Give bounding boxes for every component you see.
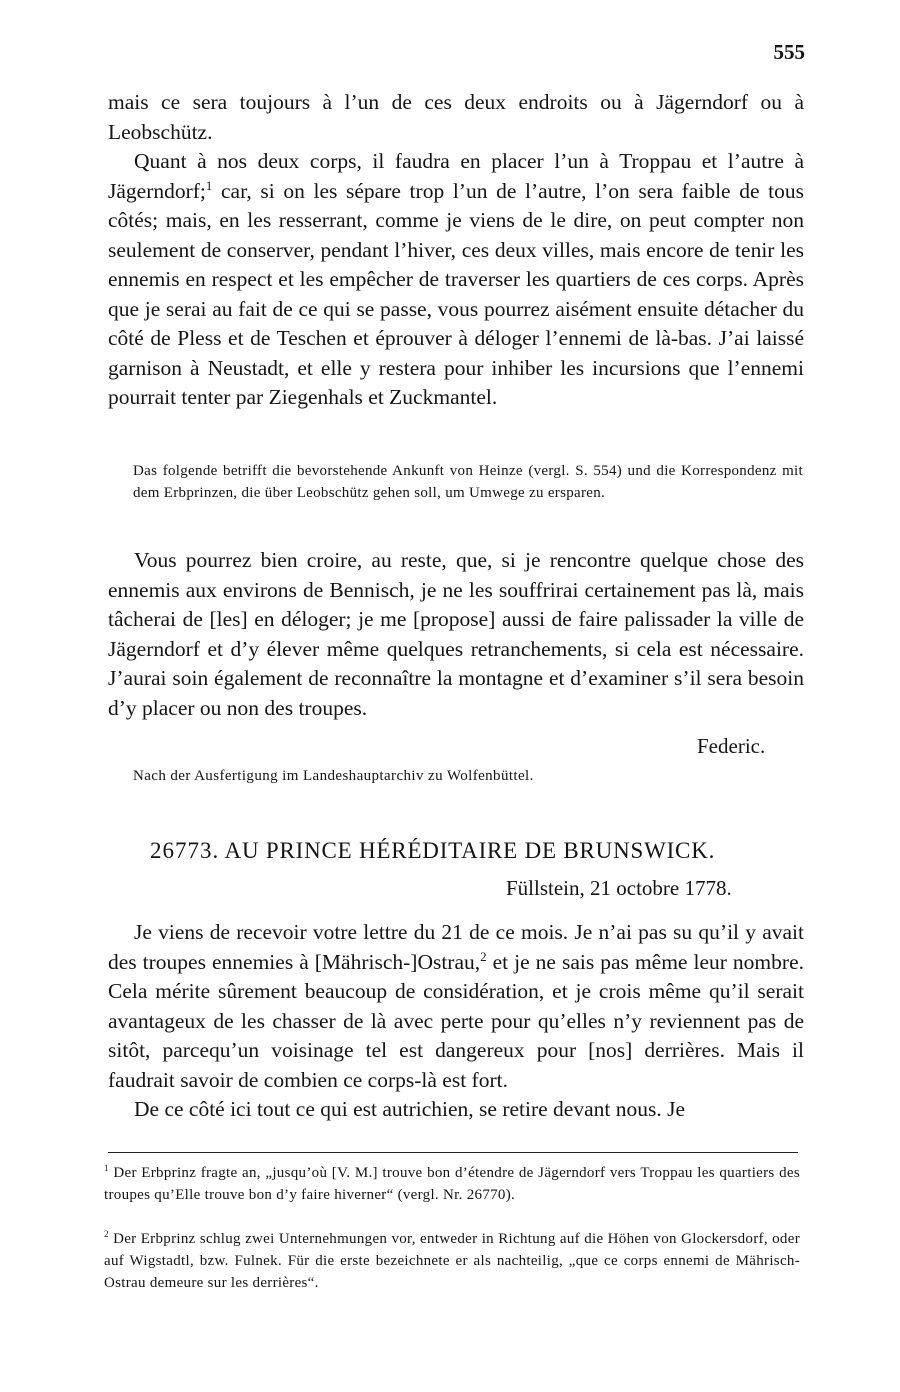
footnote-ref-2: 2 [480, 949, 487, 964]
letter-heading [150, 838, 715, 864]
footnote-1-text: Der Erbprinz fragte an, „jusqu’où [V. M.] trouve bon d’étendre de Jägerndorf vers Troppau les quartiers des troupes qu’Elle trouve bon d’y faire hiverner“ (vergl. Nr. 26770). [104, 1165, 800, 1203]
paragraph-bennisch: Vous pourrez bien croire, au reste, que, si je rencontre quelque chose des ennemis aux environs de Bennisch, je ne les souffrirai certainement pas là, mais tâcherai de [les] en déloger; je me [propose] aussi de faire palissader la ville de Jägerndorf et d’y élever même quelques retranchements, si cela est nécessaire. J’aurai soin également de reconnaître la montagne et d’examiner s’il sera besoin d’y placer ou non des troupes. [108, 548, 804, 720]
footnote-1-marker: 1 [104, 1163, 109, 1173]
paragraph-corps [108, 147, 804, 413]
paragraph-corps-text-a: Quant à nos deux corps, il faudra en placer l’un à Troppau et l’autre à Jägerndorf; [108, 149, 804, 203]
page-number: 555 [773, 40, 805, 64]
paragraph-ostrau-text-b: et je ne sais pas même leur nombre. Cela mérite sûrement beaucoup de considération, et je crois même qu’il serait avantageux de les chasser de là avec perte pour qu’elles n’y reviennent pas de sitôt, parcequ’un voisinage tel est dangereux pour [nos] derrières. Mais il faudrait savoir de combien ce corps-là est fort. [108, 949, 804, 1092]
paragraph-ostrau-text-a: Je viens de recevoir votre lettre du 21 de ce mois. Je n’ai pas su qu’il y avait des troupes ennemies à [Mährisch-]Ostrau, [108, 920, 804, 974]
letter-title: AU PRINCE HÉRÉDITAIRE DE BRUNSWICK. [224, 838, 716, 863]
source-note: Nach der Ausfertigung im Landeshauptarchiv zu Wolfenbüttel. [133, 768, 534, 784]
footnote-2 [104, 1228, 800, 1294]
paragraph-corps-text-b: car, si on les sépare trop l’un de l’autre, l’on sera faible de tous côtés; mais, en les resserrant, comme je viens de le dire, on peut compter non seulement de conserver, pendant l’hiver, ces deux villes, mais encore de tenir les ennemis en respect et les empêcher de traverser les quartiers de ces corps. Après que je serai au fait de ce qui se passe, vous pourrez aisément ensuite détacher du côté de Pless et de Teschen et éprouver à déloger l’ennemi de là-bas. J’ai laissé garnison à Neustadt, et elle y restera pour inhiber les incursions que l’ennemi pourrait tenter par Ziegenhals et Zuckmantel. [108, 178, 804, 409]
letter-number: 26773. [150, 838, 220, 863]
letter-dateline: Füllstein, 21 octobre 1778. [506, 876, 732, 900]
paragraph-ostrau [108, 918, 804, 1095]
footnote-2-marker: 2 [104, 1229, 109, 1239]
signature: Federic. [697, 734, 766, 758]
paragraph-autrichien: De ce côté ici tout ce qui est autrichien, se retire devant nous. Je [134, 1097, 686, 1121]
footnote-1 [104, 1162, 800, 1206]
footnote-2-text: Der Erbprinz schlug zwei Unternehmungen vor, entweder in Richtung auf die Höhen von Glockersdorf, oder auf Wigstadtl, bzw. Fulnek. Für die erste bezeichnete er als nachteilig, „que ce corps ennemi de Mährisch-Ostrau demeure sur les derrières“. [104, 1231, 800, 1291]
letter-body [108, 918, 804, 1125]
footnote-ref-1: 1 [205, 178, 213, 193]
letter-closing [108, 546, 804, 723]
paragraph-continuation: mais ce sera toujours à l’un de ces deux endroits ou à Jägerndorf ou à Leobschütz. [108, 90, 804, 144]
footnote-rule [108, 1152, 798, 1153]
letter-continuation [108, 88, 804, 413]
editorial-note: Das folgende betrifft die bevorstehende Ankunft von Heinze (vergl. S. 554) und die Korrespondenz mit dem Erbprinzen, die über Leobschütz gehen soll, um Umwege zu ersparen. [133, 463, 803, 501]
